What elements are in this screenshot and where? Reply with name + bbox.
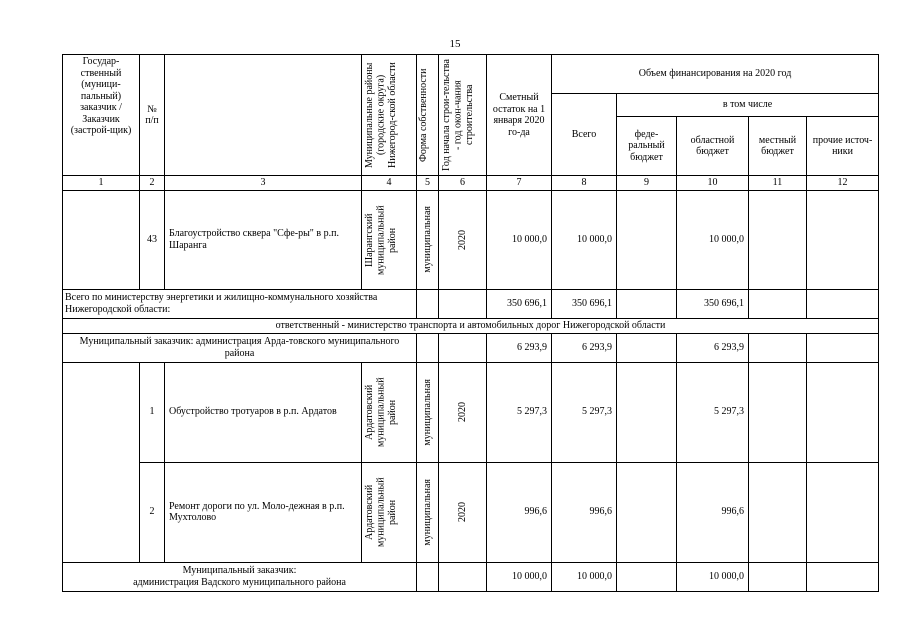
col-number: 12 (807, 176, 879, 191)
estimate-value: 10 000,0 (487, 190, 552, 289)
row-number: 1 (140, 362, 165, 462)
table-row (63, 362, 879, 462)
header-funding: Объем финансирования на 2020 год (552, 55, 879, 94)
row-number: 2 (140, 462, 165, 562)
header-number: № п/п (140, 55, 165, 176)
col-number: 10 (677, 176, 749, 191)
table-row (63, 462, 879, 562)
header-name (165, 55, 362, 176)
header-federal: феде-ральный бюджет (617, 117, 677, 176)
header-total: Всего (552, 94, 617, 176)
row-number: 43 (140, 190, 165, 289)
page-number: 15 (449, 38, 461, 50)
total-value: 5 297,3 (552, 362, 617, 462)
col-number: 11 (749, 176, 807, 191)
year-cell: 2020 (439, 362, 487, 462)
col-number: 9 (617, 176, 677, 191)
regional-value: 996,6 (677, 462, 749, 562)
customer-label: Муниципальный заказчик: администрация Арда-товского муниципального района (63, 333, 417, 362)
ownership-cell: муниципальная (417, 190, 439, 289)
estimate-value: 996,6 (487, 462, 552, 562)
header-row-1 (63, 55, 879, 94)
col-number: 8 (552, 176, 617, 191)
total-value: 350 696,1 (552, 289, 617, 318)
estimate-value: 10 000,0 (487, 562, 552, 591)
total-value: 10 000,0 (552, 562, 617, 591)
section-title: ответственный - министерство транспорта и автомобильных дорог Нижегородской области (63, 318, 879, 333)
col-number: 4 (362, 176, 417, 191)
col-number: 2 (140, 176, 165, 191)
header-regional: областной бюджет (677, 117, 749, 176)
object-name: Благоустройство сквера "Сфе-ры" в р.п. Шаранга (165, 190, 362, 289)
regional-value: 350 696,1 (677, 289, 749, 318)
ministry-total-row (63, 289, 879, 318)
header-other: прочие источ-ники (807, 117, 879, 176)
header-including: в том числе (617, 94, 879, 117)
col-number: 6 (439, 176, 487, 191)
col-number: 1 (63, 176, 140, 191)
total-value: 6 293,9 (552, 333, 617, 362)
section-title-row (63, 318, 879, 333)
total-value: 996,6 (552, 462, 617, 562)
header-customer: Государ-ственный (муници-пальный) заказчик / Заказчик (застрой-щик) (63, 55, 140, 176)
object-name: Ремонт дороги по ул. Моло-дежная в р.п. Мухтолово (165, 462, 362, 562)
estimate-value: 6 293,9 (487, 333, 552, 362)
regional-value: 6 293,9 (677, 333, 749, 362)
district-cell: Ардатовский муниципальный район (362, 362, 417, 462)
year-cell: 2020 (439, 190, 487, 289)
column-numbers-row (63, 176, 879, 191)
district-cell: Шарангский муниципальный район (362, 190, 417, 289)
header-ownership: Форма собственности (417, 55, 439, 176)
ownership-cell: муниципальная (417, 362, 439, 462)
regional-value: 10 000,0 (677, 562, 749, 591)
regional-value: 5 297,3 (677, 362, 749, 462)
col-number: 3 (165, 176, 362, 191)
financing-table (62, 54, 879, 592)
object-name: Обустройство тротуаров в р.п. Ардатов (165, 362, 362, 462)
customer-row (63, 562, 879, 591)
year-cell: 2020 (439, 462, 487, 562)
header-district: Муниципальные районы (городские округа) Нижегород-ской области (362, 55, 417, 176)
total-value: 10 000,0 (552, 190, 617, 289)
header-local: местный бюджет (749, 117, 807, 176)
ministry-total-label: Всего по министерству энергетики и жилищно-коммунального хозяйства Нижегородской области: (63, 289, 417, 318)
col-number: 5 (417, 176, 439, 191)
estimate-value: 5 297,3 (487, 362, 552, 462)
col-number: 7 (487, 176, 552, 191)
customer-row (63, 333, 879, 362)
header-estimate: Сметный остаток на 1 января 2020 го-да (487, 55, 552, 176)
header-years: Год начала строи-тельства - год окон-чания строительства (439, 55, 487, 176)
table-row (63, 190, 879, 289)
customer-label: Муниципальный заказчик: администрация Вадского муниципального района (63, 562, 417, 591)
estimate-value: 350 696,1 (487, 289, 552, 318)
district-cell: Ардатовский муниципальный район (362, 462, 417, 562)
regional-value: 10 000,0 (677, 190, 749, 289)
ownership-cell: муниципальная (417, 462, 439, 562)
